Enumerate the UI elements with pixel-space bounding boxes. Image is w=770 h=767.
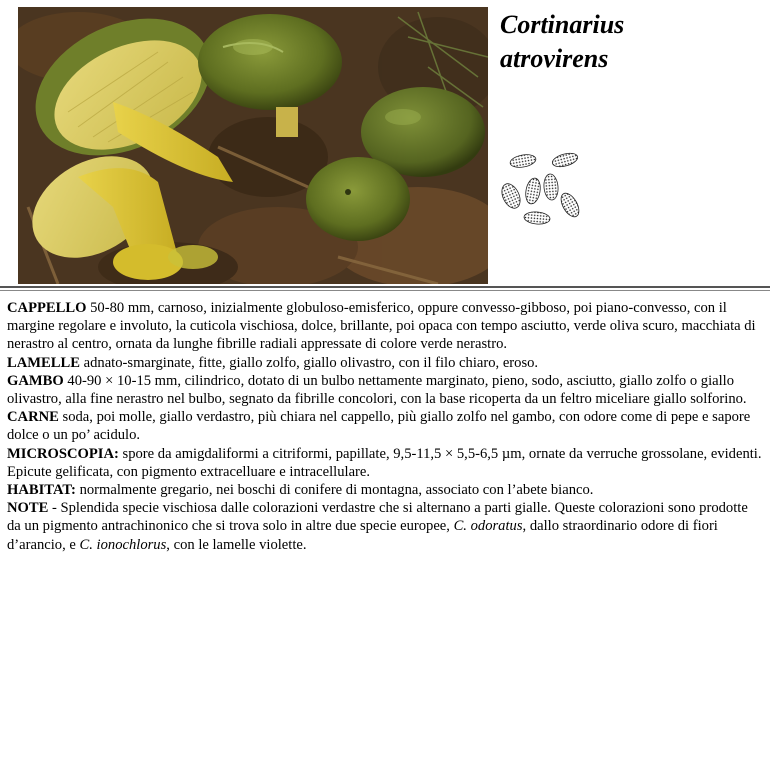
species-description — [7, 299, 763, 554]
section-label: CARNE — [7, 409, 59, 426]
section-label: LAMELLE — [7, 354, 80, 371]
section-label: HABITAT: — [7, 482, 76, 499]
mushroom-photo — [18, 7, 488, 284]
section-gambo — [7, 372, 763, 408]
section-note — [7, 499, 763, 554]
section-text: , dallo straordinario odore di fiori d’arancio, e — [7, 518, 718, 553]
section-text: , con le lamelle violette. — [166, 536, 307, 553]
species-title-genus: Cortinarius — [500, 10, 625, 39]
species-title-epithet: atrovirens — [500, 44, 609, 73]
section-text: adnato-smarginate, fitte, giallo zolfo, giallo olivastro, con il filo chiaro, eroso. — [79, 354, 539, 371]
divider-line-thin — [0, 290, 770, 291]
section-label: GAMBO — [7, 372, 64, 389]
species-reference: C. odoratus — [453, 518, 523, 535]
spore-illustration — [497, 148, 585, 228]
section-text: - Splendida specie vischiosa dalle colorazioni verdastre che si alternano a parti gialle. Queste colorazioni sono prodotte da un pigmento antrachinonico che si trova solo in altre due specie europee, — [7, 500, 748, 535]
section-lamelle — [7, 354, 763, 372]
section-habitat — [7, 481, 763, 499]
species-reference: C. ionochlorus — [79, 536, 167, 553]
section-text: 50-80 mm, carnoso, inizialmente globuloso-emisferico, oppure convesso-gibboso, poi piano-convesso, con il margine regolare e involuto, la cuticola vischiosa, dolce, brillante, poi opaca con tempo asciutto, verde oliva scuro, macchiata di nerastro al centro, ornata da lunghe fibrille radiali appressate di colore verde nerastro. — [7, 300, 756, 353]
section-cappello — [7, 299, 763, 354]
section-carne — [7, 408, 763, 444]
species-title — [500, 8, 624, 76]
section-label: MICROSCOPIA: — [7, 445, 119, 462]
section-text: spore da amigdaliformi a citriformi, papillate, 9,5-11,5 × 5,5-6,5 µm, ornate da verruche grossolane, evidenti. Epicute gelificata, con pigmento extracelluare e intracellulare. — [7, 445, 762, 480]
section-text: normalmente gregario, nei boschi di conifere di montagna, associato con l’abete bianco. — [75, 482, 594, 499]
divider-line — [0, 286, 770, 288]
section-label: CAPPELLO — [7, 300, 87, 316]
section-text: soda, poi molle, giallo verdastro, più chiara nel cappello, più giallo zolfo nel gambo, con odore come di pepe e sapore dolce o un po’ acidulo. — [7, 409, 751, 444]
section-label: NOTE — [7, 500, 49, 517]
section-text: 40-90 × 10-15 mm, cilindrico, dotato di un bulbo nettamente marginato, pieno, sodo, asciutto, giallo zolfo o giallo olivastro, alla fine nerastro nel bulbo, segnato da fibrille concolori, con la base ricoperta da un feltro miceliare giallo solforino. — [7, 372, 747, 408]
section-microscopia — [7, 445, 763, 481]
